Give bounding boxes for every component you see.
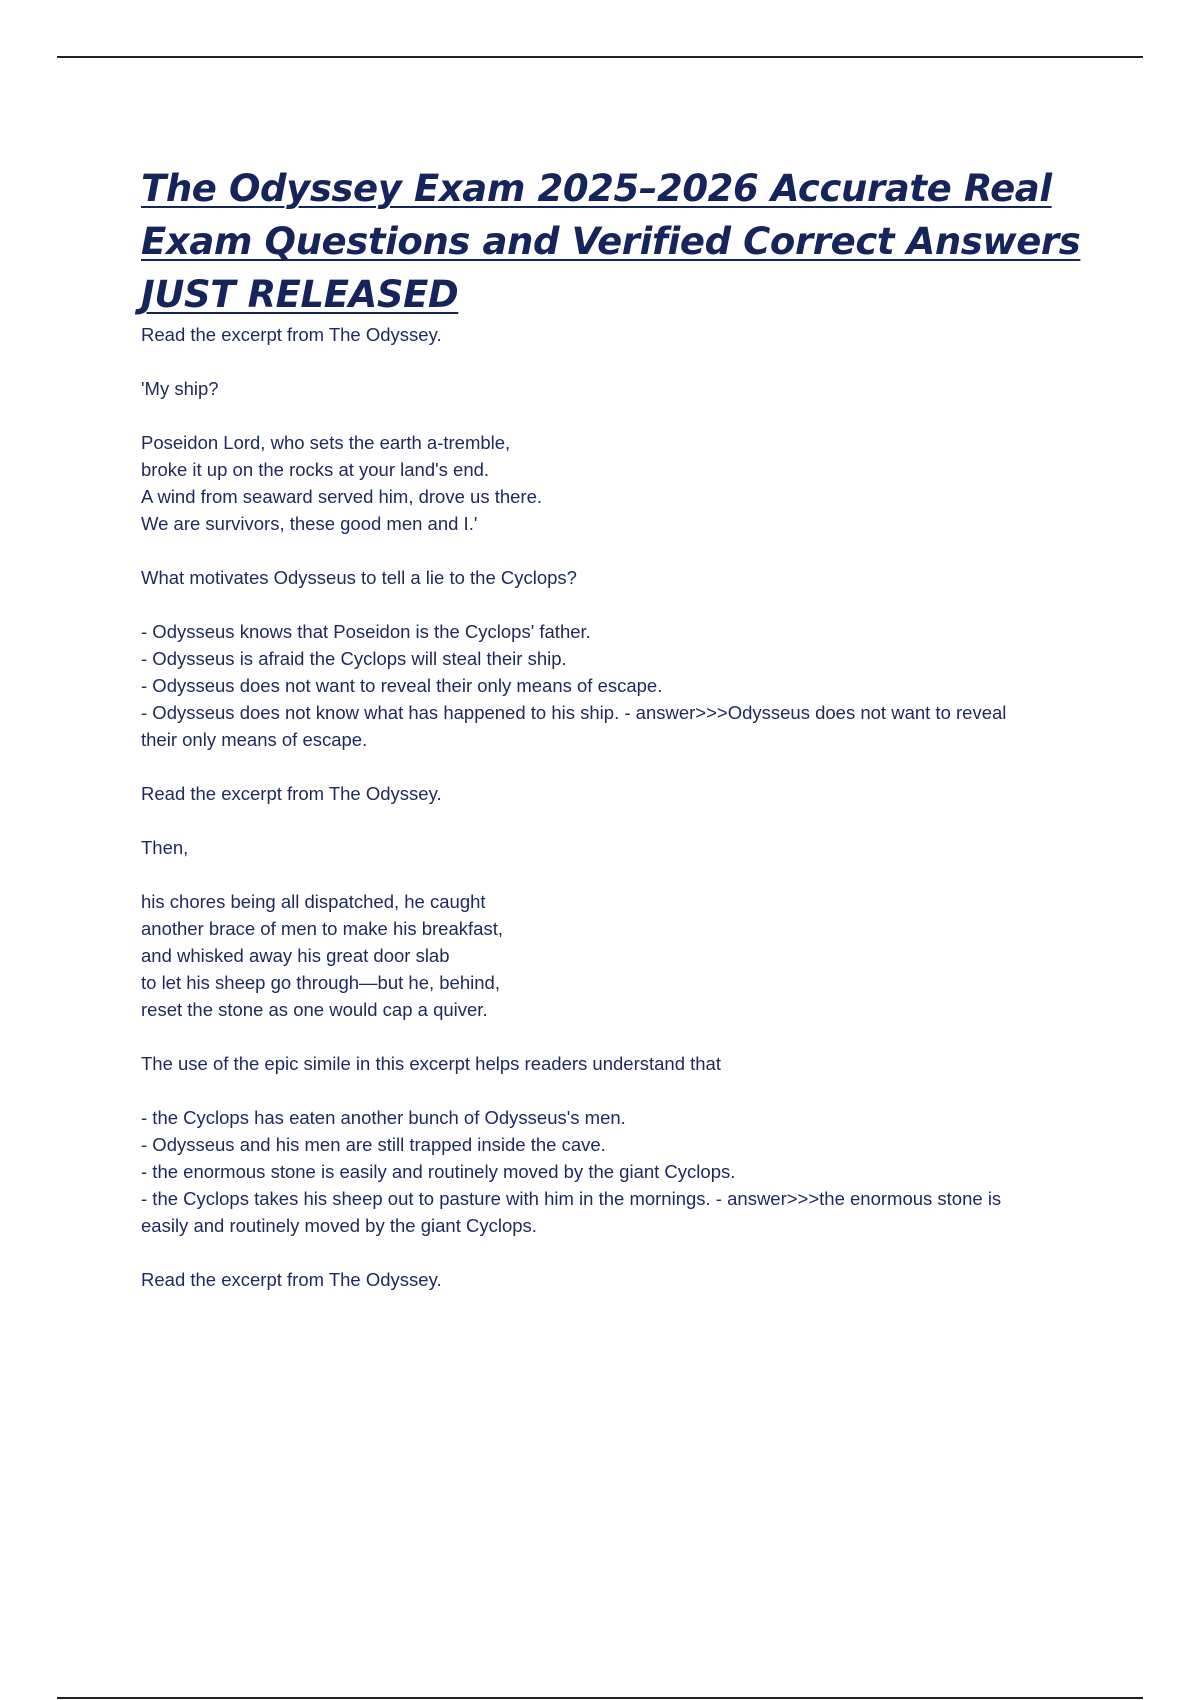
excerpt-line: another brace of men to make his breakfast, [141, 918, 503, 939]
excerpt-line: and whisked away his great door slab [141, 945, 450, 966]
title-line: The Odyssey Exam 2025–2026 Accurate Real [141, 167, 1052, 210]
excerpt-line: his chores being all dispatched, he caught [141, 891, 486, 912]
excerpt-line: reset the stone as one would cap a quiver. [141, 999, 488, 1020]
excerpt-line: Poseidon Lord, who sets the earth a-tremble, [141, 432, 511, 453]
document-title [141, 162, 1101, 321]
document-content [141, 162, 1101, 1293]
question-intro: Read the excerpt from The Odyssey. [141, 1269, 442, 1290]
question-prompt: What motivates Odysseus to tell a lie to the Cyclops? [141, 567, 577, 588]
answer-option: - Odysseus does not want to reveal their only means of escape. [141, 675, 663, 696]
answer-option: - Odysseus is afraid the Cyclops will steal their ship. [141, 648, 567, 669]
top-rule [57, 56, 1143, 58]
answer-option-with-correct-answer: - the Cyclops takes his sheep out to pasture with him in the mornings. - answer>>>the enormous stone is easily and routinely moved by the giant Cyclops. [141, 1188, 1002, 1236]
bottom-rule [57, 1697, 1143, 1699]
excerpt-opening: Then, [141, 837, 189, 858]
title-line: JUST RELEASED [141, 273, 459, 316]
excerpt-opening: 'My ship? [141, 378, 219, 399]
answer-option-with-correct-answer: - Odysseus does not know what has happened to his ship. - answer>>>Odysseus does not want to reveal their only means of escape. [141, 702, 1007, 750]
excerpt-line: We are survivors, these good men and I.' [141, 513, 478, 534]
excerpt-line: to let his sheep go through—but he, behind, [141, 972, 500, 993]
question-intro: Read the excerpt from The Odyssey. [141, 324, 442, 345]
document-body [141, 321, 1101, 1293]
title-line: Exam Questions and Verified Correct Answers [141, 220, 1081, 263]
answer-option: - Odysseus knows that Poseidon is the Cyclops' father. [141, 621, 591, 642]
answer-option: - the enormous stone is easily and routinely moved by the giant Cyclops. [141, 1161, 736, 1182]
answer-option: - the Cyclops has eaten another bunch of Odysseus's men. [141, 1107, 626, 1128]
excerpt-line: A wind from seaward served him, drove us there. [141, 486, 543, 507]
answer-option: - Odysseus and his men are still trapped inside the cave. [141, 1134, 606, 1155]
question-block [141, 780, 1101, 1266]
question-block [141, 321, 1101, 780]
excerpt-line: broke it up on the rocks at your land's end. [141, 459, 490, 480]
question-prompt: The use of the epic simile in this excerpt helps readers understand that [141, 1053, 721, 1074]
question-intro: Read the excerpt from The Odyssey. [141, 783, 442, 804]
